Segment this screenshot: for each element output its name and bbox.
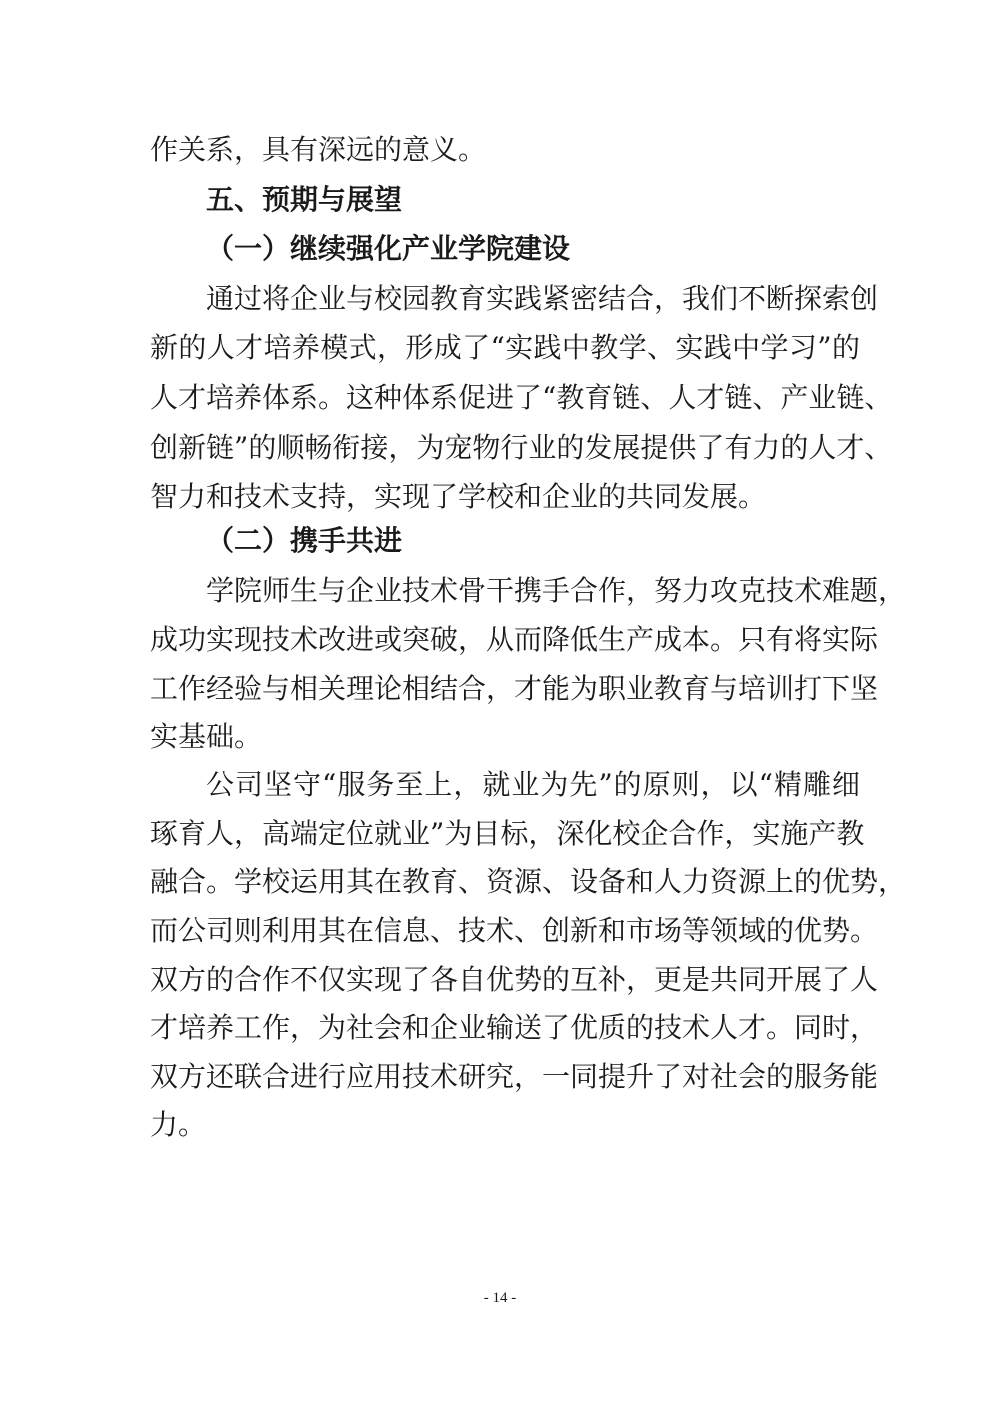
paragraph-line: 双方还联合进行应用技术研究，一同提升了对社会的服务能	[150, 1060, 879, 1093]
paragraph-line: 工作经验与相关理论相结合，才能为职业教育与培训打下坚	[150, 672, 879, 705]
paragraph-line: 智力和技术支持，实现了学校和企业的共同发展。	[150, 480, 767, 513]
paragraph-line: 而公司则利用其在信息、技术、创新和市场等领域的优势。	[150, 914, 879, 947]
paragraph-line: 琢育人，高端定位就业”为目标，深化校企合作，实施产教	[150, 817, 865, 850]
paragraph-line: 新的人才培养模式，形成了“实践中教学、实践中学习”的	[150, 331, 860, 364]
paragraph-line: 创新链”的顺畅衔接，为宠物行业的发展提供了有力的人才、	[150, 431, 893, 464]
paragraph-line: 才培养工作，为社会和企业输送了优质的技术人才。同时，	[150, 1011, 879, 1044]
paragraph-line: 人才培养体系。这种体系促进了“教育链、人才链、产业链、	[150, 381, 893, 414]
page-number: - 14 -	[483, 1290, 517, 1306]
paragraph-line: 成功实现技术改进或突破，从而降低生产成本。只有将实际	[150, 623, 879, 656]
section-heading: 五、预期与展望	[206, 183, 403, 216]
paragraph-line: 实基础。	[150, 720, 263, 753]
paragraph-line: 学院师生与企业技术骨干携手合作，努力攻克技术难题，	[206, 574, 907, 607]
paragraph-line: 力。	[150, 1108, 207, 1141]
paragraph-line: 融合。学校运用其在教育、资源、设备和人力资源上的优势，	[150, 865, 907, 898]
paragraph-line: 公司坚守“服务至上，就业为先”的原则，以“精雕细	[206, 768, 860, 801]
subsection-heading-2: （二）携手共进	[206, 524, 403, 557]
paragraph-line: 作关系，具有深远的意义。	[150, 133, 487, 166]
paragraph-line: 通过将企业与校园教育实践紧密结合，我们不断探索创	[206, 282, 879, 315]
paragraph-line: 双方的合作不仅实现了各自优势的互补，更是共同开展了人	[150, 963, 879, 996]
subsection-heading-1: （一）继续强化产业学院建设	[206, 232, 571, 265]
